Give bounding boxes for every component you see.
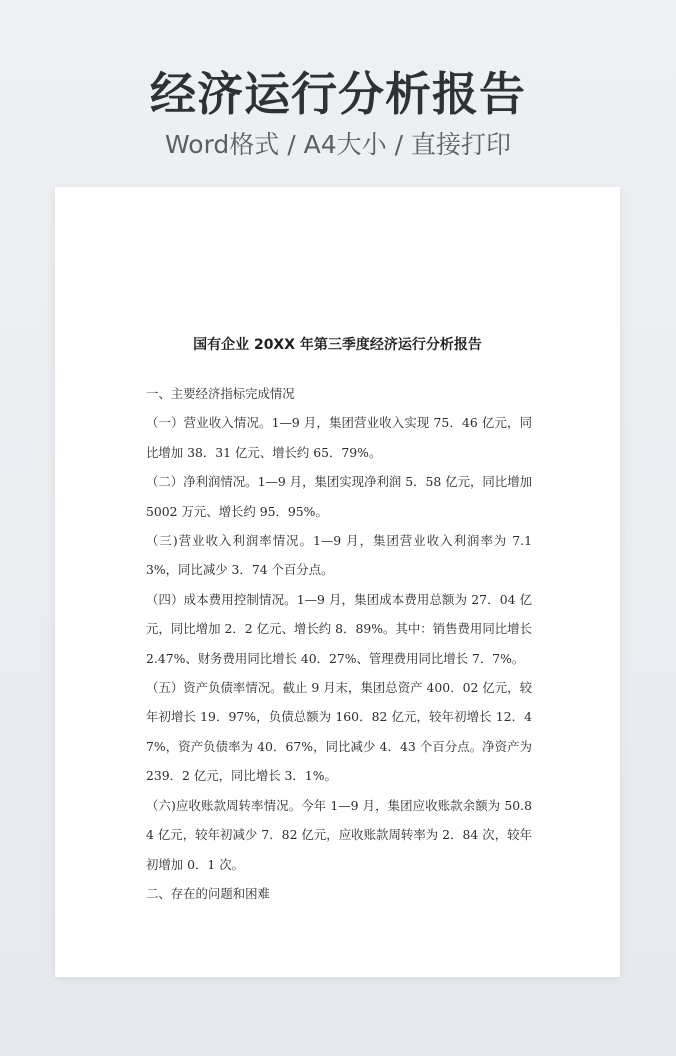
banner [0, 64, 676, 162]
document-page [55, 187, 620, 977]
paragraph-receivables: （六)应收账款周转率情况。今年 1—9 月，集团应收账款余额为 50.84 亿元，较年初减少 7．82 亿元，应收账款周转率为 2．84 次，较年初增加 0．1 次。 [146, 797, 532, 872]
banner-title: 经济运行分析报告 [150, 67, 526, 121]
paragraph-net-profit: （二）净利润情况。1—9 月，集团实现净利润 5．58 亿元，同比增加 5002 万元、增长约 95．95%。 [146, 474, 532, 519]
document-body [146, 379, 532, 908]
paragraph-debt-ratio: （五）资产负债率情况。截止 9 月末，集团总资产 400．02 亿元，较年初增长 19．97%，负债总额为 160．82 亿元，较年初增长 12．47%，资产负债率为 40．67%，同比减少 4．43 个百分点。净资产为 239．2 亿元，同比增长 3．1%。 [146, 680, 532, 784]
section-heading-indicators: 一、主要经济指标完成情况 [146, 386, 295, 401]
banner-subtitle: Word格式 / A4大小 / 直接打印 [165, 130, 511, 159]
paragraph-profit-margin: （三)营业收入利润率情况。1—9 月，集团营业收入利润率为 7.13%，同比减少 3．74 个百分点。 [146, 533, 532, 578]
paragraph-revenue: （一）营业收入情况。1—9 月，集团营业收入实现 75．46 亿元，同比增加 38．31 亿元、增长约 65．79%。 [146, 415, 532, 460]
paragraph-cost-control: （四）成本费用控制情况。1—9 月，集团成本费用总额为 27．04 亿元，同比增加 2．2 亿元、增长约 8．89%。其中：销售费用同比增长 2.47%、财务费用同比增长 40．27%、管理费用同比增长 7．7%。 [146, 591, 532, 666]
section-heading-problems: 二、存在的问题和困难 [146, 885, 270, 901]
document-title: 国有企业 20XX 年第三季度经济运行分析报告 [193, 337, 482, 353]
